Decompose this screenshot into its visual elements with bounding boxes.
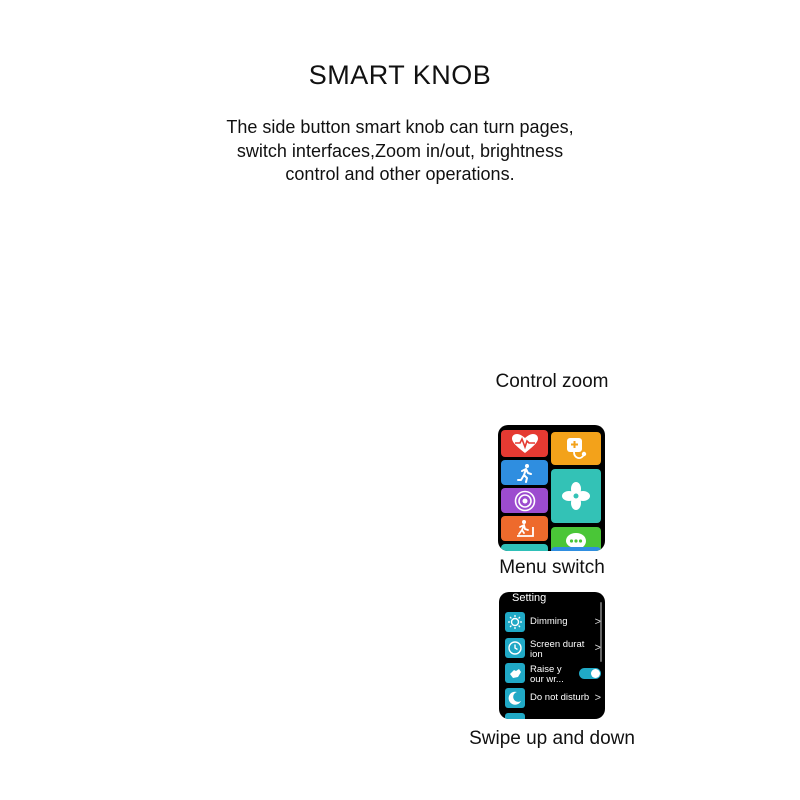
heart-rate-icon: [510, 433, 540, 455]
target-tile[interactable]: [501, 488, 548, 513]
chevron-right-icon: >: [594, 692, 601, 704]
treadmill-tile[interactable]: [501, 516, 548, 541]
heart-rate-tile[interactable]: [501, 430, 548, 457]
chevron-right-icon: >: [594, 642, 601, 654]
settings-screen[interactable]: [499, 592, 605, 719]
brightness-icon: [505, 612, 525, 632]
setting-label: Do not disturb: [530, 692, 590, 703]
setting-row-partial[interactable]: [505, 712, 605, 719]
settings-title: Setting: [512, 592, 547, 604]
blood-pressure-tile[interactable]: [551, 432, 601, 465]
menu-grid-screen[interactable]: [498, 425, 605, 551]
clock-icon: [505, 638, 525, 658]
moon-icon: [505, 688, 525, 708]
fan-tile[interactable]: [551, 469, 601, 523]
setting-label: Screen durat ion: [530, 639, 585, 660]
setting-row-dimming[interactable]: [505, 611, 605, 633]
page-title: SMART KNOB: [308, 60, 492, 90]
description-line-3: control and other operations.: [285, 164, 515, 184]
raise-wrist-toggle[interactable]: [579, 668, 601, 679]
partial-icon: [505, 713, 525, 719]
setting-row-screen-duration[interactable]: [505, 637, 605, 659]
caption-swipe: Swipe up and down: [469, 728, 635, 749]
fan-icon: [561, 481, 591, 511]
description-line-1: The side button smart knob can turn pages,: [226, 117, 574, 137]
setting-row-raise-wrist[interactable]: [505, 662, 605, 684]
chevron-right-icon: >: [594, 616, 601, 628]
partial-tile[interactable]: [501, 544, 548, 551]
caption-control-zoom: Control zoom: [495, 371, 609, 392]
hand-icon: [505, 663, 525, 683]
caption-menu-switch: Menu switch: [499, 557, 605, 578]
running-tile[interactable]: [501, 460, 548, 485]
target-icon: [514, 490, 536, 512]
description: [150, 116, 650, 187]
setting-label: Raise y our wr...: [530, 664, 564, 685]
setting-label: Dimming: [530, 616, 568, 627]
description-line-2: switch interfaces,Zoom in/out, brightness: [236, 140, 564, 161]
running-icon: [515, 463, 535, 483]
blood-pressure-icon: [564, 436, 588, 462]
partial-tile[interactable]: [551, 547, 601, 551]
treadmill-icon: [514, 519, 536, 539]
setting-row-do-not-disturb[interactable]: [505, 687, 605, 709]
